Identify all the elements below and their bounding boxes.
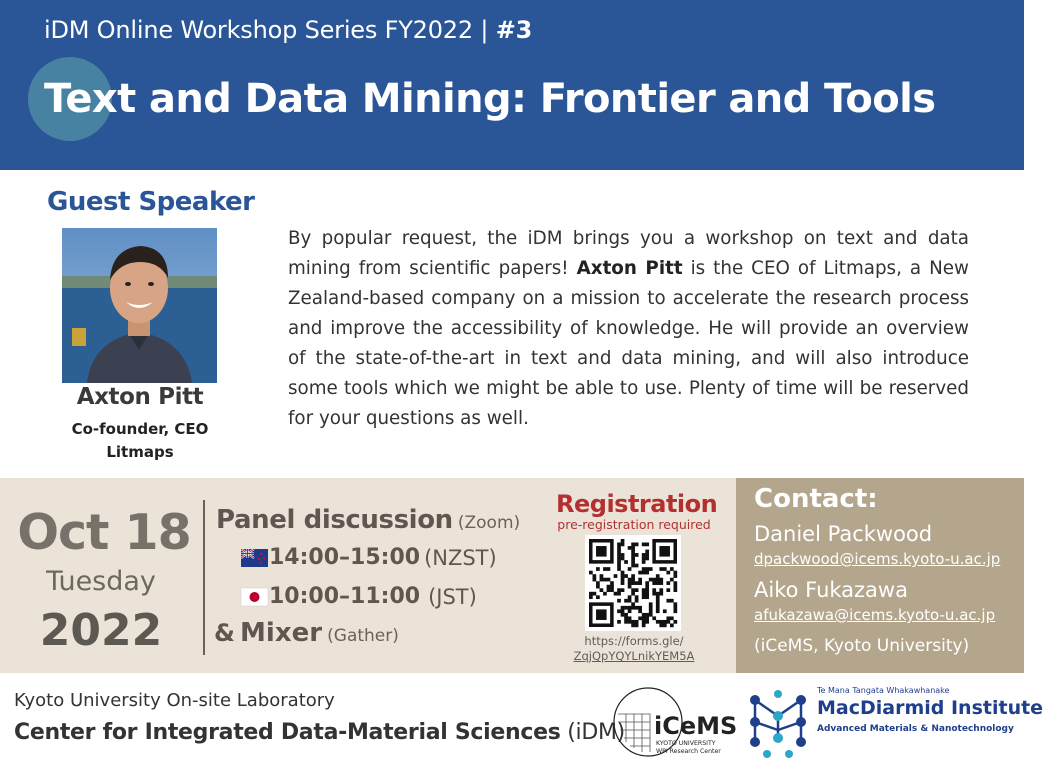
svg-text:WPI Research Center: WPI Research Center [656, 748, 721, 755]
speaker-highlight: Axton Pitt [576, 258, 683, 279]
jst-time: 10:00–11:00 [269, 584, 421, 609]
footer-lab-name: Kyoto University On-site Laboratory [14, 690, 335, 711]
guest-speaker-heading: Guest Speaker [47, 187, 255, 217]
registration-qr-code[interactable] [585, 535, 681, 631]
macdiarmid-maori-name: Te Mana Tangata Whakawhanake [817, 686, 950, 695]
header-banner [0, 0, 1024, 170]
contact-organization: (iCeMS, Kyoto University) [754, 636, 970, 656]
event-date: Oct 18 [17, 504, 191, 561]
contact-name-1: Daniel Packwood [754, 522, 933, 546]
new-zealand-flag-icon [241, 549, 268, 567]
footer-center-name: Center for Integrated Data-Material Sciences (iDM) [14, 720, 625, 745]
speaker-name: Axton Pitt [76, 384, 204, 410]
svg-text:iCeMS: iCeMS [654, 712, 738, 740]
macdiarmid-logo [745, 686, 1043, 760]
registration-heading: Registration [556, 490, 718, 518]
contact-email-2[interactable]: afukazawa@icems.kyoto-u.ac.jp [754, 606, 996, 624]
contact-email-1[interactable]: dpackwood@icems.kyoto-u.ac.jp [754, 550, 1001, 568]
nzst-zone: (NZST) [424, 545, 497, 570]
time-jst [241, 584, 477, 609]
contact-heading: Contact: [754, 484, 878, 514]
time-nzst [241, 545, 497, 570]
speaker-photo [62, 228, 217, 383]
speaker-title: Co-founder, CEO [71, 420, 209, 438]
macdiarmid-molecule-icon [745, 686, 811, 760]
macdiarmid-name: MacDiarmid Institute [817, 697, 1043, 719]
divider [203, 500, 205, 655]
nzst-time: 14:00–15:00 [269, 545, 421, 570]
speaker-company: Litmaps [106, 443, 174, 461]
registration-note: pre-registration required [557, 517, 711, 532]
workshop-description: By popular request, the iDM brings you a workshop on text and data mining from scientific papers! Axton Pitt is the CEO of Litmaps, a New Zealand-based company on a mission to accelerate the research process and improve the accessibility of knowledge. He will provide an overview of the state-of-the-art in text and data mining, and will also introduce some tools which we might be able to use. Plenty of time will be reserved for your questions as well. [288, 228, 969, 429]
panel-discussion-label: Panel discussion (Zoom) [216, 505, 521, 535]
workshop-title: Text and Data Mining: Frontier and Tools [44, 76, 936, 122]
mixer-label: & Mixer (Gather) [214, 618, 399, 648]
contact-name-2: Aiko Fukazawa [754, 578, 908, 602]
series-title: iDM Online Workshop Series FY2022 | #3 [44, 16, 533, 44]
svg-text:KYOTO UNIVERSITY: KYOTO UNIVERSITY [656, 740, 716, 747]
macdiarmid-tagline: Advanced Materials & Nanotechnology [817, 724, 1014, 734]
event-weekday: Tuesday [46, 566, 156, 597]
jst-zone: (JST) [428, 584, 477, 609]
japan-flag-icon [241, 588, 268, 606]
registration-link[interactable]: https://forms.gle/ ZqjQpYQYLnikYEM5A [573, 634, 695, 663]
event-year: 2022 [39, 605, 163, 656]
icems-logo [610, 684, 738, 760]
speaker-role [50, 418, 230, 464]
